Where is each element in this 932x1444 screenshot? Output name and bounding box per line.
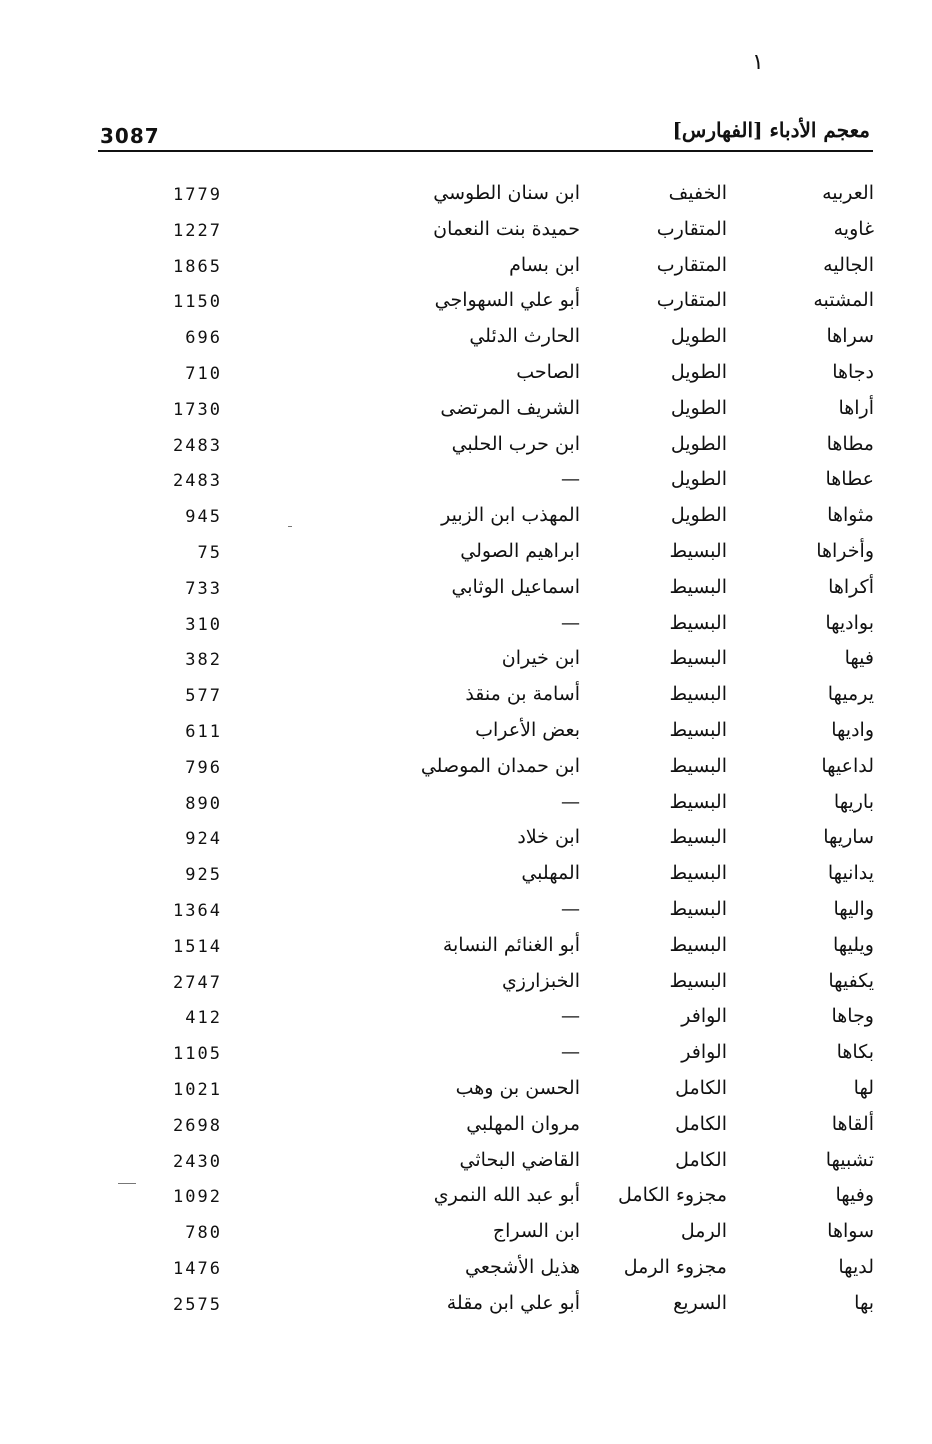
index-row: [0, 1216, 932, 1252]
page-reference: 1730: [173, 399, 222, 420]
meter-name: الطويل: [670, 468, 727, 491]
poet-name: ابن خلاد: [517, 826, 580, 849]
page-reference: 1150: [173, 292, 222, 313]
index-row: [0, 1037, 932, 1073]
poet-name: —: [561, 611, 580, 634]
poet-name: الصاحب: [516, 360, 580, 383]
poet-name: الحسن بن وهب: [455, 1076, 580, 1099]
index-row: [0, 1073, 932, 1109]
page-reference: 924: [185, 829, 222, 850]
meter-name: مجزوء الرمل: [623, 1255, 727, 1278]
index-row: [0, 1109, 932, 1145]
poet-name: ابن سنان الطوسي: [433, 182, 580, 204]
meter-name: البسيط: [669, 754, 727, 777]
rhyme-word: وفيها: [835, 1184, 874, 1207]
index-row: [0, 500, 932, 536]
page-mark: ١: [752, 50, 764, 75]
index-row: [0, 1145, 932, 1181]
poet-name: الشريف المرتضى: [440, 396, 580, 419]
page-reference: 1364: [173, 900, 222, 921]
page-reference: 733: [185, 578, 222, 599]
index-row: [0, 1180, 932, 1216]
meter-name: البسيط: [669, 862, 727, 885]
header-rule: [98, 150, 873, 152]
index-row: [0, 393, 932, 429]
index-row: [0, 250, 932, 286]
page-number: 3087: [100, 124, 160, 148]
rhyme-index-list: [0, 178, 932, 1324]
meter-name: الوافر: [681, 1005, 727, 1028]
poet-name: حميدة بنت النعمان: [433, 217, 580, 240]
poet-name: اسماعيل الوثابي: [451, 575, 580, 598]
page-reference: 310: [185, 614, 222, 635]
meter-name: السريع: [673, 1291, 727, 1314]
poet-name: ابن حمدان الموصلي: [420, 754, 580, 777]
rhyme-word: ألقاها: [831, 1112, 874, 1135]
page-reference: 1779: [173, 185, 222, 205]
poet-name: أبو علي السهواجي: [434, 289, 580, 312]
rhyme-word: مطاها: [826, 432, 874, 455]
page-reference: 1105: [173, 1044, 222, 1065]
page-reference: 2747: [173, 972, 222, 993]
poet-name: ابن بسام: [509, 253, 580, 276]
page-reference: 796: [185, 757, 222, 778]
index-row: [0, 357, 932, 393]
poet-name: أبو الغنائم النسابة: [442, 933, 580, 956]
meter-name: البسيط: [669, 718, 727, 741]
meter-name: البسيط: [669, 575, 727, 598]
poet-name: أبو علي ابن مقلة: [446, 1291, 580, 1314]
index-row: [0, 643, 932, 679]
rhyme-word: يكفيها: [828, 969, 874, 992]
poet-name: —: [561, 897, 580, 920]
page-reference: 2575: [173, 1294, 222, 1315]
poet-name: الحارث الدئلي: [469, 325, 580, 348]
index-row: [0, 572, 932, 608]
page-reference: 1092: [173, 1187, 222, 1208]
poet-name: أسامة بن منقذ: [465, 683, 580, 706]
poet-name: مروان المهلبي: [466, 1112, 580, 1135]
rhyme-word: يدانيها: [827, 862, 874, 885]
index-row: [0, 822, 932, 858]
rhyme-word: الجاليه: [823, 253, 874, 276]
meter-name: البسيط: [669, 790, 727, 813]
meter-name: الطويل: [670, 325, 727, 348]
rhyme-word: فيها: [844, 647, 874, 670]
rhyme-word: سراها: [826, 325, 874, 348]
index-row: [0, 751, 932, 787]
poet-name: هذيل الأشجعي: [464, 1255, 580, 1278]
rhyme-word: واديها: [831, 718, 874, 741]
poet-name: الخبزارزي: [501, 969, 580, 992]
rhyme-word: عطاها: [825, 468, 874, 491]
page-reference: 412: [185, 1008, 222, 1029]
rhyme-word: دجاها: [832, 360, 874, 383]
rhyme-word: تشبيها: [825, 1148, 874, 1171]
poet-name: —: [561, 1005, 580, 1028]
rhyme-word: لديها: [838, 1255, 874, 1278]
meter-name: البسيط: [669, 969, 727, 992]
page-reference: 1865: [173, 256, 222, 277]
rhyme-word: بها: [854, 1291, 874, 1314]
page-reference: 780: [185, 1223, 222, 1244]
meter-name: البسيط: [669, 933, 727, 956]
meter-name: الوافر: [681, 1041, 727, 1064]
page-reference: 2430: [173, 1151, 222, 1172]
meter-name: البسيط: [669, 539, 727, 562]
page-reference: 890: [185, 793, 222, 814]
page-reference: 1514: [173, 936, 222, 957]
rhyme-word: مثواها: [827, 504, 874, 527]
meter-name: المتقارب: [656, 217, 727, 240]
meter-name: الكامل: [675, 1112, 727, 1135]
index-row: [0, 321, 932, 357]
poet-name: —: [561, 1041, 580, 1064]
page-reference: 577: [185, 686, 222, 707]
poet-name: بعض الأعراب: [475, 718, 580, 741]
meter-name: الطويل: [670, 504, 727, 527]
rhyme-word: يرميها: [827, 683, 874, 706]
page-reference: 1476: [173, 1258, 222, 1279]
page-reference: 925: [185, 865, 222, 886]
index-row: [0, 679, 932, 715]
rhyme-word: العربيه: [822, 182, 874, 204]
rhyme-word: المشتبه: [813, 289, 874, 312]
rhyme-word: أراها: [838, 396, 874, 419]
page-reference: 696: [185, 328, 222, 349]
rhyme-word: لداعيها: [821, 754, 874, 777]
page-reference: 2483: [173, 435, 222, 456]
rhyme-word: لها: [853, 1076, 874, 1099]
meter-name: الطويل: [670, 396, 727, 419]
page-reference: 710: [185, 363, 222, 384]
index-row: [0, 608, 932, 644]
poet-name: ابن حرب الحلبي: [451, 432, 580, 455]
poet-name: المهذب ابن الزبير: [441, 504, 580, 527]
poet-name: ابراهيم الصولي: [460, 539, 580, 562]
index-row: [0, 1288, 932, 1324]
meter-name: البسيط: [669, 611, 727, 634]
meter-name: الكامل: [675, 1076, 727, 1099]
index-row: [0, 966, 932, 1002]
meter-name: المتقارب: [656, 289, 727, 312]
index-row: [0, 285, 932, 321]
rhyme-word: أكراها: [828, 575, 874, 598]
meter-name: الطويل: [670, 360, 727, 383]
index-row: [0, 930, 932, 966]
running-title: معجم الأدباء [الفهارس]: [672, 118, 870, 142]
index-row: [0, 214, 932, 250]
meter-name: البسيط: [669, 826, 727, 849]
poet-name: القاضي البحاثي: [459, 1148, 580, 1171]
page-reference: 611: [185, 721, 222, 742]
rhyme-word: باريها: [833, 790, 874, 813]
page-reference: 945: [185, 507, 222, 528]
meter-name: الخفيف: [668, 182, 727, 204]
page-reference: 1227: [173, 220, 222, 241]
meter-name: البسيط: [669, 897, 727, 920]
page-reference: 1021: [173, 1079, 222, 1100]
meter-name: البسيط: [669, 683, 727, 706]
meter-name: الرمل: [680, 1220, 727, 1243]
rhyme-word: بكاها: [836, 1041, 874, 1064]
rhyme-word: واليها: [833, 897, 874, 920]
rhyme-word: ساريها: [823, 826, 874, 849]
page-reference: 75: [197, 542, 222, 563]
index-row: [0, 464, 932, 500]
page-reference: 382: [185, 650, 222, 671]
meter-name: الكامل: [675, 1148, 727, 1171]
meter-name: البسيط: [669, 647, 727, 670]
meter-name: مجزوء الكامل: [618, 1184, 727, 1207]
rhyme-word: بواديها: [825, 611, 874, 634]
index-row: [0, 787, 932, 823]
index-row: [0, 1001, 932, 1037]
poet-name: —: [561, 468, 580, 491]
page-reference: 2483: [173, 471, 222, 492]
rhyme-word: ويليها: [832, 933, 874, 956]
index-row: [0, 858, 932, 894]
poet-name: ابن خيران: [501, 647, 580, 670]
rhyme-word: غاويه: [833, 217, 874, 240]
index-row: [0, 429, 932, 465]
rhyme-word: وأخراها: [816, 539, 874, 562]
poet-name: —: [561, 790, 580, 813]
index-row: [0, 894, 932, 930]
poet-name: ابن السراج: [492, 1220, 580, 1243]
index-row: [0, 1252, 932, 1288]
rhyme-word: سواها: [827, 1220, 874, 1243]
index-row: [0, 178, 932, 214]
index-row: [0, 715, 932, 751]
meter-name: المتقارب: [656, 253, 727, 276]
poet-name: المهلبي: [521, 862, 580, 885]
page-reference: 2698: [173, 1115, 222, 1136]
index-row: [0, 536, 932, 572]
rhyme-word: وجاها: [831, 1005, 874, 1028]
meter-name: الطويل: [670, 432, 727, 455]
poet-name: أبو عبد الله النمري: [433, 1184, 580, 1207]
